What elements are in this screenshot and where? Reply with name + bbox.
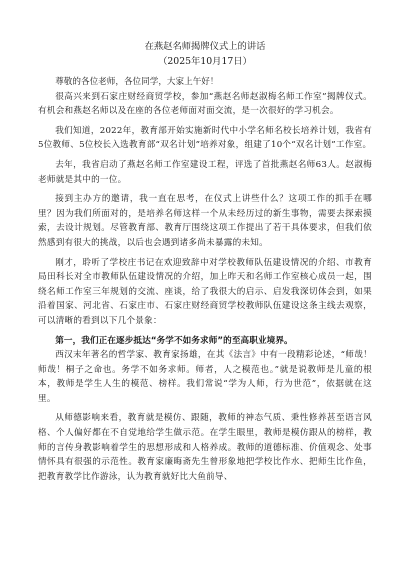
paragraph: 去年，我省启动了燕赵名师工作室建设工程，评选了首批燕赵名师63人。赵淑梅老师就是其中的一位。 xyxy=(38,159,372,185)
greeting: 尊敬的各位老师，各位同学，大家上午好！ xyxy=(55,77,219,87)
paragraph: 我们知道，2022年，教育部开始实施新时代中小学名师名校长培养计划，我省有5位教师、5位校长入选教育部“双名计划”培养对象，组建了10个“双名计划”工作室。 xyxy=(38,125,372,151)
paragraph: 接到主办方的邀请，我一直在思考，在仪式上讲些什么？这项工作的抓手在哪里？因为我们所面对的，是培养名师这样一个从未经历过的新生事物，需要去探索摸索，去设计规划。尽管教育部、教育厅围绕这项工作提出了若干具体要求，但我们依然感到有很大的挑战，以后也会遇到诸多尚未暴露的未知。 xyxy=(38,194,372,248)
paragraph: 从师德影响来看，教育就是模仿、跟随，教师的神态气质、秉性修养甚至语言风格、个人偏好都在不自觉地给学生做示范。在学生眼里，教师是模仿跟从的榜样，教师的言传身教影响着学生的思想形成和人格养成。教师的道德标准、价值观念、处事情怀具有很强的示范性。教育家廉晦斋先生曾形象地把学校比作水、把师生比作鱼，把教育教学比作游泳，认为教育就好比大鱼前导、 xyxy=(38,413,372,482)
paragraph: 西汉末年著名的哲学家、教育家扬雄，在其《法言》中有一段精彩论述，“师哉！师哉！桐子之命也。务学不如务求师。师者，人之模范也。”就是说教师是儿童的根本，教师是学生人生的模范、榜样。我们常说“学为人师，行为世范”，依据就在这里。 xyxy=(38,350,372,404)
speech-title: 在燕赵名师揭牌仪式上的讲话 xyxy=(144,41,266,52)
paragraph: 刚才，聆听了学校庄书记在欢迎致辞中对学校教师队伍建设情况的介绍、市教育局田科长对全市教师队伍建设情况的介绍，加上昨天和名师工作室核心成员一起，围绕名师工作室三年规划的交流、座谈，给了我很大的启示、启发我深切体会到，如果沿着国家、河北省、石家庄市、石家庄财经商贸学校教师队伍建设这条主线去观察，可以清晰的看到以下几个景象： xyxy=(38,257,372,326)
paragraph: 很高兴来到石家庄财经商贸学校，参加“燕赵名师赵淑梅名师工作室”揭牌仪式。有机会和燕赵名师以及在座的各位老师面对面交流，是一次很好的学习机会。 xyxy=(38,91,372,117)
section-heading: 第一，我们正在逐步抵达“务学不如务求师”的至高职业境界。 xyxy=(55,335,293,346)
speech-date: （2025年10月17日） xyxy=(158,56,252,67)
